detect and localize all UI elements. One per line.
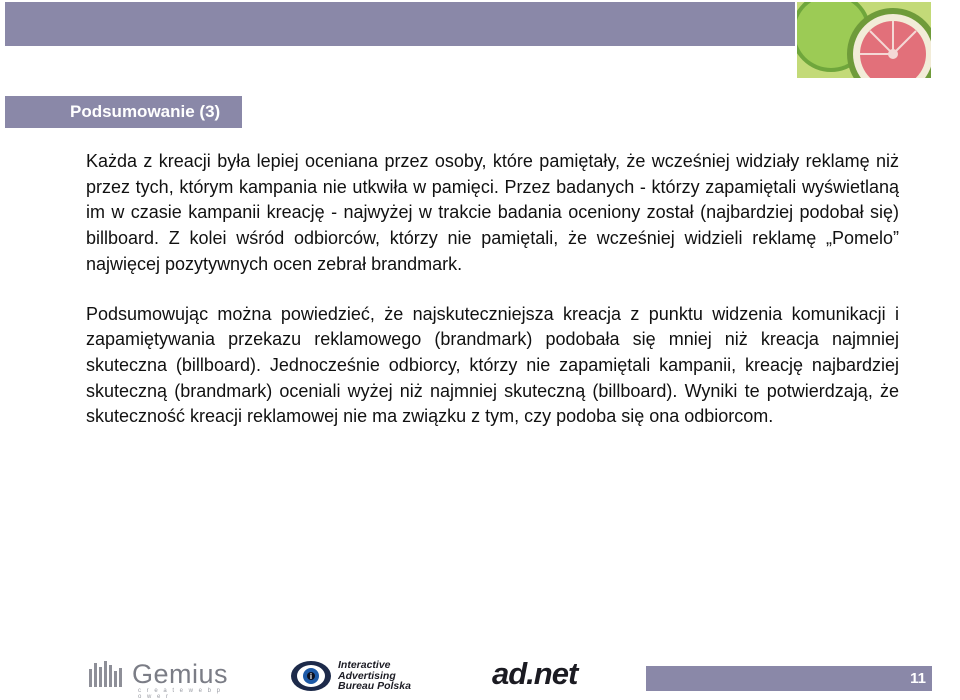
page-number-bar [646,666,932,691]
slide-body [86,149,899,454]
pomelo-fruit-image [797,2,931,78]
section-title [5,96,242,128]
header-bar [5,2,795,46]
adnet-name: ad.net [492,656,578,691]
page-number: 11 [910,670,926,687]
adnet-logo [492,656,577,692]
section-title-text: Podsumowanie (3) [70,102,221,121]
iab-name-line-1: Interactive [338,659,391,672]
summary-paragraph-1: Każda z kreacji była lepiej oceniana przez osoby, które pamiętały, że wcześniej widziały reklamę niż przez tych, którym kampania nie utkwiła w pamięci. Przez badanych - którzy zapamiętali wyświetlaną im w czasie kampanii kreację - najwyżej w trakcie badania oceniony został (najbardziej podobał się) billboard. Z kolei wśród odbiorców, którzy nie pamiętali, że wcześniej widzieli reklamę „Pomelo” najwięcej pozytywnych ocen zebrał brandmark. [86,151,899,274]
iab-name-line-3: Bureau Polska [338,680,411,693]
gemius-bars-icon [88,659,128,689]
iab-name-line-2: Advertising [338,669,396,682]
iab-eye-icon [290,658,332,694]
iab-logo [290,657,411,695]
gemius-logo [88,656,229,700]
svg-text:i: i [309,672,313,681]
summary-paragraph-2: Podsumowując można powiedzieć, że najskuteczniejsza kreacja z punktu widzenia komunikacji i zapamiętywania przekazu reklamowego (brandmark) podobała się mniej niż kreacja najmniej skuteczna (billboard). Jednocześnie odbiorcy, którzy nie zapamiętali kampanii, kreację najbardziej skuteczną (brandmark) oceniali wyżej niż najmniej skuteczną (billboard). Wyniki te potwierdzają, że skuteczność kreacji reklamowej nie ma związku z tym, czy podoba się ona odbiorcom. [86,303,899,427]
gemius-name: Gemius [132,658,229,689]
gemius-tagline: c r e a t e w e b p o w e r [138,688,223,700]
